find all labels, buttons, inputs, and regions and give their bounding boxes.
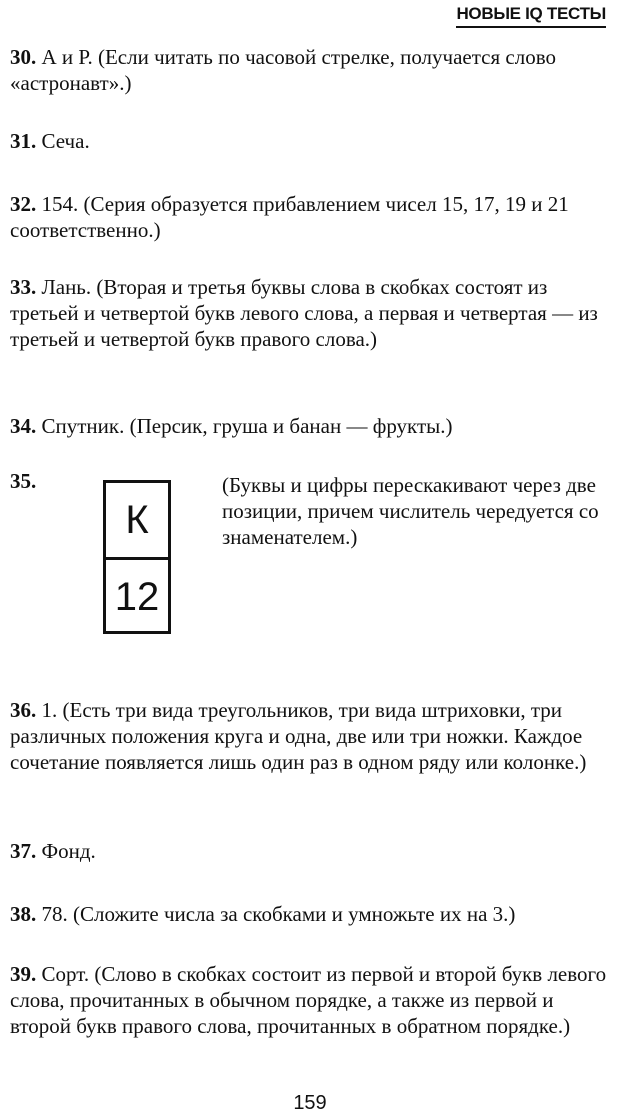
answer-number: 36. [10, 698, 37, 722]
answer-31 [10, 128, 608, 154]
answer-number: 30. [10, 45, 37, 69]
answer-number: 31. [10, 129, 37, 153]
answer-35 [10, 468, 70, 494]
answer-39 [10, 961, 608, 1039]
answer-number: 34. [10, 414, 37, 438]
answer-text: 154. (Серия образуется прибавлением чисел 15, 17, 19 и 21 соответственно.) [10, 192, 569, 242]
answer-number: 35. [10, 469, 37, 493]
answer-number: 33. [10, 275, 37, 299]
answer-number: 37. [10, 839, 37, 863]
answer-text: Фонд. [41, 839, 96, 863]
answer-text: 1. (Есть три вида треугольников, три вида штриховки, три различных положения круга и одна, две или три ножки. Каждое сочетание появляется лишь один раз в одном ряду или колонке.) [10, 698, 587, 774]
answer-37 [10, 838, 608, 864]
fraction-figure [103, 480, 171, 634]
answer-text: Лань. (Вторая и третья буквы слова в скобках состоят из третьей и четвертой букв левого слова, а первая и четвертая — из третьей и четвертой букв правого слова.) [10, 275, 598, 351]
figure-numerator: К [106, 483, 168, 560]
answer-35-text: (Буквы и цифры перескакивают через две позиции, причем числитель чередуется со знаменателем.) [222, 473, 599, 549]
answer-33 [10, 274, 608, 352]
answer-text: Спутник. (Персик, груша и банан — фрукты.) [41, 414, 453, 438]
answer-number: 39. [10, 962, 37, 986]
answer-number: 38. [10, 902, 37, 926]
answer-text: 78. (Сложите числа за скобками и умножьте их на 3.) [41, 902, 516, 926]
answer-38 [10, 901, 608, 927]
answer-number: 32. [10, 192, 37, 216]
answer-text: Сорт. (Слово в скобках состоит из первой и второй букв левого слова, прочитанных в обычном порядке, а также из первой и второй букв правого слова, прочитанных в обратном порядке.) [10, 962, 607, 1038]
answer-34 [10, 413, 608, 439]
answer-text: Сеча. [41, 129, 90, 153]
page-number: 159 [293, 1092, 327, 1114]
answer-36 [10, 697, 608, 775]
running-header: НОВЫЕ IQ ТЕСТЫ [456, 4, 606, 28]
answer-text: А и Р. (Если читать по часовой стрелке, получается слово «астронавт».) [10, 45, 556, 95]
answer-32 [10, 191, 608, 243]
figure-denominator: 12 [114, 574, 160, 619]
answer-30 [10, 44, 608, 96]
